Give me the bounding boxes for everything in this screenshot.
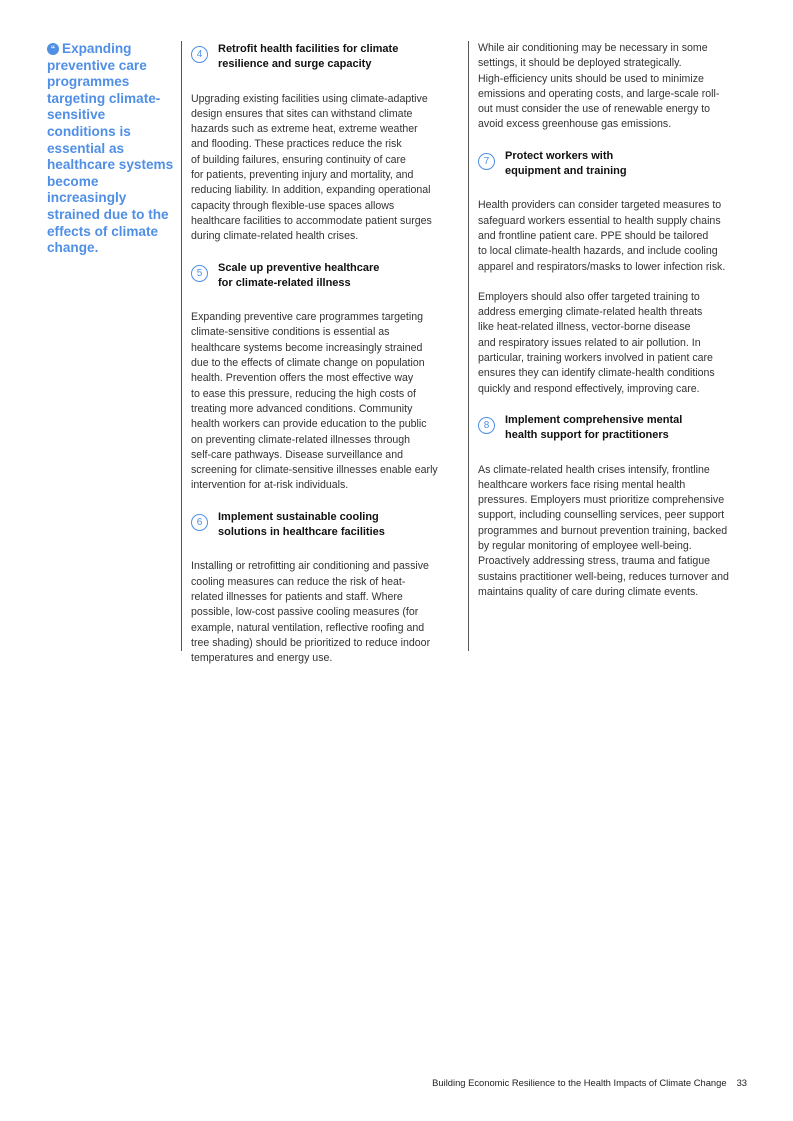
section-number-badge: 4 bbox=[191, 46, 208, 63]
section-6-heading bbox=[191, 509, 464, 541]
section-5-body: Expanding preventive care programmes targeting climate-sensitive conditions is essential as healthcare systems become increasingly strained due to the effects of climate change on population health. Prevention offers the most effective way to ease this pressure, reducing the high costs of treating more advanced conditions. Community health workers can provide education to the public on preventing climate-related illnesses through self-care pathways. Disease surveillance and screening for climate-sensitive illnesses enable early intervention for at-risk individuals. bbox=[191, 311, 438, 492]
footer-title: Building Economic Resilience to the Health Impacts of Climate Change bbox=[432, 1077, 727, 1088]
section-6-body-continued: While air conditioning may be necessary in some settings, it should be deployed strategically. High-efficiency units should be used to minimize emissions and operating costs, and large-scale roll- out must consider the use of renewable energy to avoid excess greenhouse gas emissions. bbox=[478, 42, 720, 131]
section-number-badge: 6 bbox=[191, 514, 208, 531]
section-title: Protect workers with equipment and training bbox=[505, 149, 627, 178]
section-4-body: Upgrading existing facilities using climate-adaptive design ensures that sites can withstand climate hazards such as extreme heat, extreme weather and flooding. These practices reduce the risk of building failures, ensuring continuity of care for patients, preventing injury and mortality, and reducing liability. In addition, expanding operational capacity through flexible-use spaces allows healthcare facilities to accommodate patient surges during climate-related health crises. bbox=[191, 92, 432, 243]
section-6-body: Installing or retrofitting air conditioning and passive cooling measures can reduce the risk of heat- related illnesses for patients and staff. Where possible, low-cost passive cooling measures (for example, natural ventilation, reflective roofing and tree shading) should be prioritized to reduce indoor temperatures and energy use. bbox=[191, 560, 431, 665]
page-footer bbox=[432, 1077, 747, 1088]
section-5-heading bbox=[191, 260, 464, 292]
column-right bbox=[468, 41, 751, 651]
section-7-heading bbox=[478, 148, 751, 180]
section-7-body-2: Employers should also offer targeted training to address emerging climate-related health threats like heat-related illness, vector-borne disease and respiratory issues related to air pollution. In particular, training workers involved in patient care ensures they can identify climate-health conditions quickly and respond effectively, improving care. bbox=[478, 290, 715, 395]
section-number-badge: 8 bbox=[478, 417, 495, 434]
quote-mark-icon: “ bbox=[47, 43, 59, 55]
pull-quote bbox=[47, 41, 175, 257]
column-middle bbox=[181, 41, 464, 665]
section-8-heading bbox=[478, 412, 751, 444]
section-title: Implement sustainable cooling solutions in healthcare facilities bbox=[218, 510, 385, 539]
section-8-body: As climate-related health crises intensify, frontline healthcare workers face rising mental health pressures. Employers must prioritize comprehensive support, including counselling services, peer support programmes and burnout prevention training, backed by regular monitoring of employee well-being. Proactively addressing stress, trauma and fatigue sustains practitioner well-being, reduces turnover and maintains quality of care during climate events. bbox=[478, 463, 729, 598]
section-title: Retrofit health facilities for climate resilience and surge capacity bbox=[218, 43, 399, 71]
section-7-body-1: Health providers can consider targeted measures to safeguard workers essential to health supply chains and frontline patient care. PPE should be tailored to local climate-health hazards, and include cooling apparel and respirators/masks to lower infection risk. bbox=[478, 199, 726, 273]
pull-quote-text: Expanding preventive care programmes targeting climate-sensitive conditions is essential as healthcare systems become increasingly strained due to the effects of climate change. bbox=[47, 41, 174, 256]
section-title: Scale up preventive healthcare for climate-related illness bbox=[218, 261, 380, 289]
section-number-badge: 7 bbox=[478, 153, 495, 170]
section-4-heading bbox=[191, 41, 464, 73]
section-number-badge: 5 bbox=[191, 265, 208, 282]
section-title: Implement comprehensive mental health support for practitioners bbox=[505, 413, 683, 442]
page-number: 33 bbox=[736, 1077, 747, 1088]
